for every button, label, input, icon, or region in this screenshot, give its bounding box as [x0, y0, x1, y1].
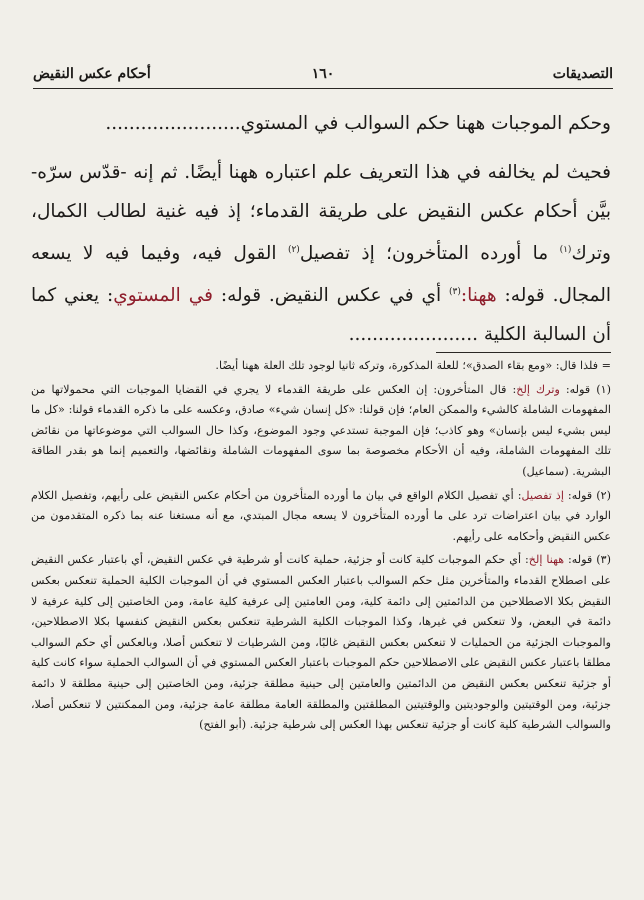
footnote-ref-1: (١)	[559, 245, 572, 255]
keyword-fil-mustawi: في المستوي	[113, 285, 213, 307]
footnotes	[31, 356, 611, 739]
footnote-3	[31, 550, 611, 735]
footnote-lead: قوله:	[563, 488, 593, 502]
main-paragraph-2	[31, 153, 611, 354]
footnote-keyword: ههنا إلخ	[528, 553, 565, 567]
main-text-segment: ما أورده المتأخرون؛ إذ تفصيل	[299, 243, 560, 265]
footnote-lead: قوله:	[559, 382, 591, 396]
main-text-segment: القول فيه، وفيما فيه لا يسعه المجال. قوله:	[31, 243, 611, 307]
main-line-1: وحكم الموجبات ههنا حكم السوالب في المستوي.......................	[105, 113, 611, 134]
footnote-number: (١)	[596, 382, 611, 396]
main-text-segment: فحيث لم يخالفه في هذا التعريف علم اعتباره ههنا أيضًا. ثم إنه -قدّس سرّه- بيَّن أحكام عكس النقيض على طريقة القدماء؛ إذ فيه غنية لطالب الكمال، وترك	[31, 162, 611, 265]
footnote-ref-3: (٣)	[449, 287, 461, 298]
footnote-number: (٢)	[596, 488, 611, 502]
running-header	[33, 62, 613, 89]
footnote-2	[31, 486, 611, 548]
footnote-keyword: وترك إلخ	[516, 382, 560, 396]
footnote-body: : أي تفصيل الكلام الواقع في بيان ما أورده المتأخرون من أحكام عكس النقيض على رأيهم، وتفصيل الكلام الوارد في بيان اعتراضات ترد على ما أورده المتأخرون لا يسعه مجال المبتدي، مع أنه مستغنا عنه بما ذكره المتقدمون من عكس النقيض وأحكامه على رأيهم.	[31, 488, 611, 543]
footnote-continuation: = فلذا قال: «ومع بقاء الصدق»؛ للعلة المذكورة، وتركه ثانيا لوجود تلك العلة ههنا أيضًا.	[215, 359, 611, 372]
main-text-segment: أي في عكس النقيض. قوله:	[212, 285, 450, 307]
main-text-segment: : يعني كما أن السالبة الكلية ......................	[31, 285, 611, 346]
header-chapter-title: أحكام عكس النقيض	[33, 66, 151, 82]
footnote-lead: قوله:	[564, 553, 593, 567]
footnote-keyword: إذ تفصيل	[521, 488, 564, 502]
footnote-body: : أي حكم الموجبات كلية كانت أو جزئية، حملية كانت أو شرطية في عكس النقيض، أي باعتبار عكس النقيض على اصطلاح القدماء والمتأخرين مثل حكم السوالب باعتبار العكس المستوي في أن الموجبات الكلية الحملية تنعكس بعكس النقيض بكلا الاصطلاحين من الدائمتين إلى دائمة كلية، ومن العامتين إلى عرفية كلية عامة، ومن الخاصتين إلى كلية عرفية لا دائمة في البعض، ولا تنعكس في غيرها، وكذا الموجبات الكلية الشرطية تنعكس بعكس النقيض كنفسها بكلا الاصطلاحين، والموجبات الجزئية من الحمليات لا تنعكس بعكس النقيض غالبًا، ومن الشرطيات لا تنعكس أصلا، وبالعكس أي حكم السوالب مطلقا باعتبار عكس النقيض على الاصطلاحين حكم الموجبات باعتبار العكس المستوي في أن السوالب الحملية سواء كانت كلية أو جزئية تنعكس بعكس النقيض من الدائمتين والعامتين إلى حينية مطلقة جزئية، ومن الخاصتين إلى حينية مطلقة لا دائمة جزئية، ومن الوقتيتين والوجوديتين والوقتيتين المطلقتين والمطلقة العامة مطلقة عامة جزئية، ومن الممكنتين لا تنعكس أصلا، والسوالب الشرطية كلية كانت أو جزئية تنعكس بهذا العكس إلى شرطية جزئية. (أبو الفتح)	[31, 553, 611, 732]
footnote-number: (٣)	[596, 553, 611, 567]
footnote-separator	[436, 352, 611, 353]
main-text	[31, 104, 611, 354]
page-number: ١٦٠	[311, 66, 335, 82]
footnote-body: : قال المتأخرون: إن العكس على طريقة القدماء لا يجري في القضايا الموجبات التي محمولاتها من المفهومات الشاملة كالشيء والممكن العام؛ فإن قولنا: «كل إنسان شيء» صادق، وعكسه على ما ذكره القدماء قولنا: «كل ما ليس بشيء ليس بإنسان» وهو كاذب؛ فإن الموجبة تستدعي وجود الموضوع، وكذا حال السوالب التي موضوعاتها من نقائض تلك المفهومات الشاملة، وفيه أن الأحكام مخصوصة بما سوى المفهومات الشاملة ونقائضها، والتعميم إنما هو بقدر الطاقة البشرية. (سماعيل)	[31, 382, 611, 478]
footnote-ref-2: (٢)	[287, 245, 300, 255]
footnote-1	[31, 380, 611, 483]
header-section-title: التصديقات	[552, 66, 613, 82]
keyword-hahuna: ههنا:	[460, 285, 497, 307]
